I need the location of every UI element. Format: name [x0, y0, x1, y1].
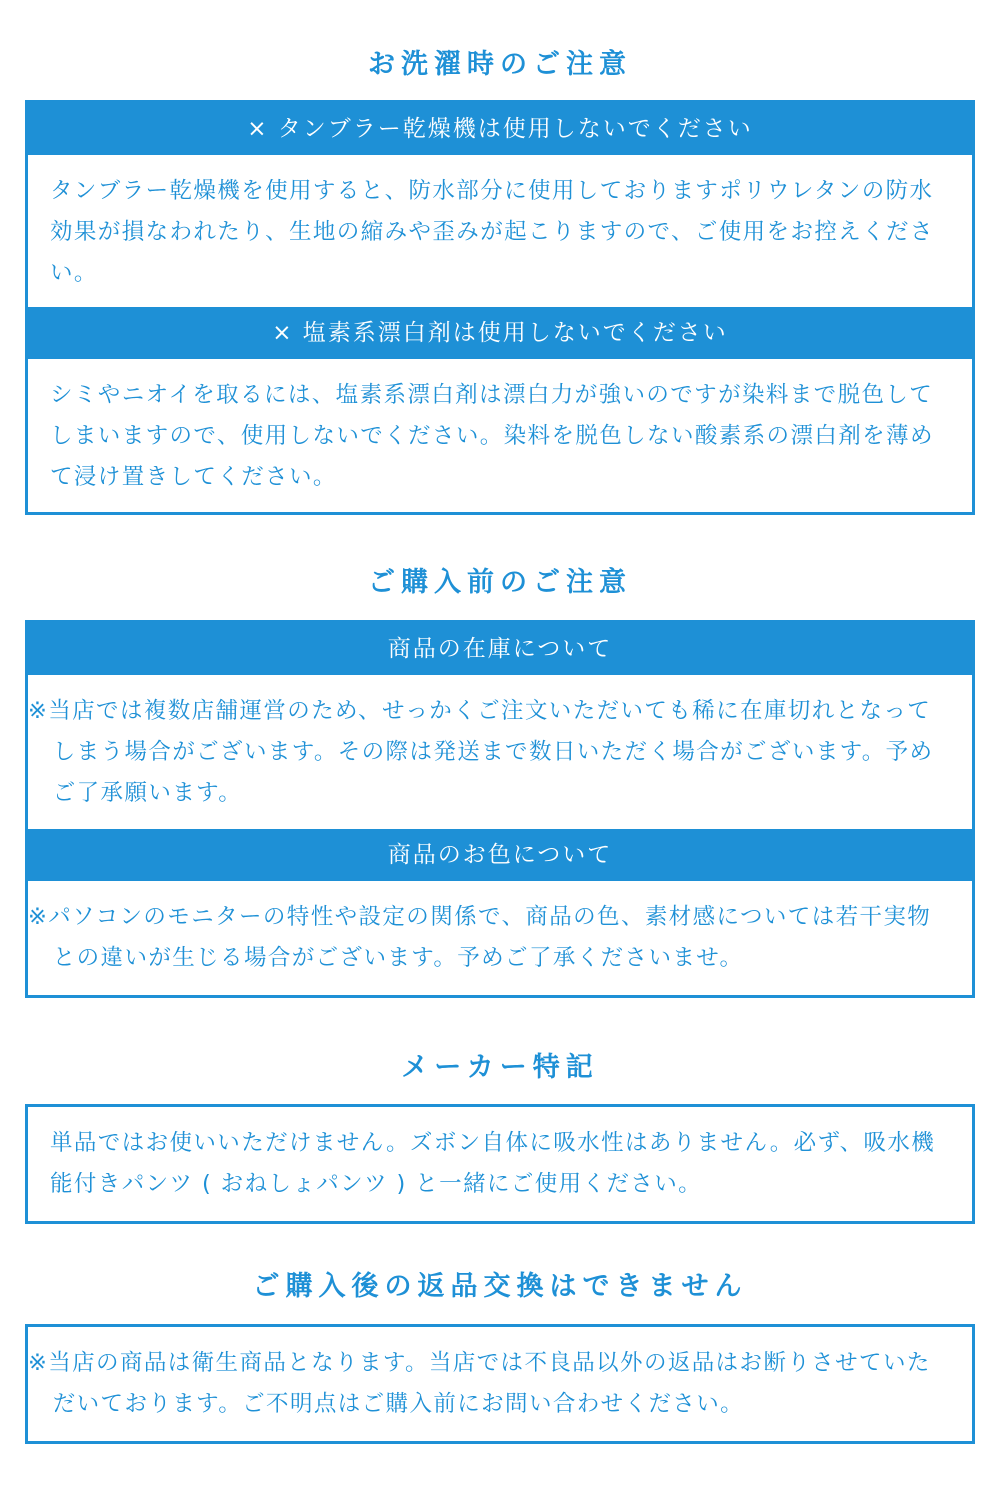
maker-notice-box	[25, 1104, 975, 1224]
stock-header: 商品の在庫について	[28, 623, 972, 675]
bleach-text: シミやニオイを取るには、塩素系漂白剤は漂白力が強いのですが染料まで脱色してしまいますので、使用しないでください。染料を脱色しない酸素系の漂白剤を薄めて浸け置きしてください。	[50, 382, 934, 490]
returns-text: ※当店の商品は衛生商品となります。当店では不良品以外の返品はお断りさせていただいております。ご不明点はご購入前にお問い合わせください。	[28, 1350, 931, 1417]
color-header: 商品のお色について	[28, 829, 972, 881]
returns-section-title: ご購入後の返品交換はできません	[252, 1271, 748, 1302]
color-text: ※パソコンのモニターの特性や設定の関係で、商品の色、素材感については若干実物との違いが生じる場合がございます。予めご了承くださいませ。	[28, 904, 932, 971]
before-purchase-section-title: ご購入前のご注意	[368, 567, 632, 598]
bleach-header: × 塩素系漂白剤は使用しないでください	[28, 307, 972, 359]
before-purchase-notice-box	[25, 620, 975, 998]
maker-section-title: メーカー特記	[401, 1052, 599, 1083]
stock-text: ※当店では複数店舗運営のため、せっかくご注文いただいても稀に在庫切れとなってしまう場合がございます。その際は発送まで数日いただく場合がございます。予めご了承願います。	[28, 698, 934, 806]
tumble-dryer-text: タンブラー乾燥機を使用すると、防水部分に使用しておりますポリウレタンの防水効果が損なわれたり、生地の縮みや歪みが起こりますので、ご使用をお控えください。	[50, 178, 934, 286]
washing-section-title: お洗濯時のご注意	[368, 49, 632, 80]
maker-text: 単品ではお使いいただけません。ズボン自体に吸水性はありません。必ず、吸水機能付きパンツ ( おねしょパンツ ) と一緒にご使用ください。	[50, 1130, 936, 1197]
tumble-dryer-header: × タンブラー乾燥機は使用しないでください	[28, 103, 972, 155]
washing-notice-box	[25, 100, 975, 515]
returns-notice-box	[25, 1324, 975, 1444]
